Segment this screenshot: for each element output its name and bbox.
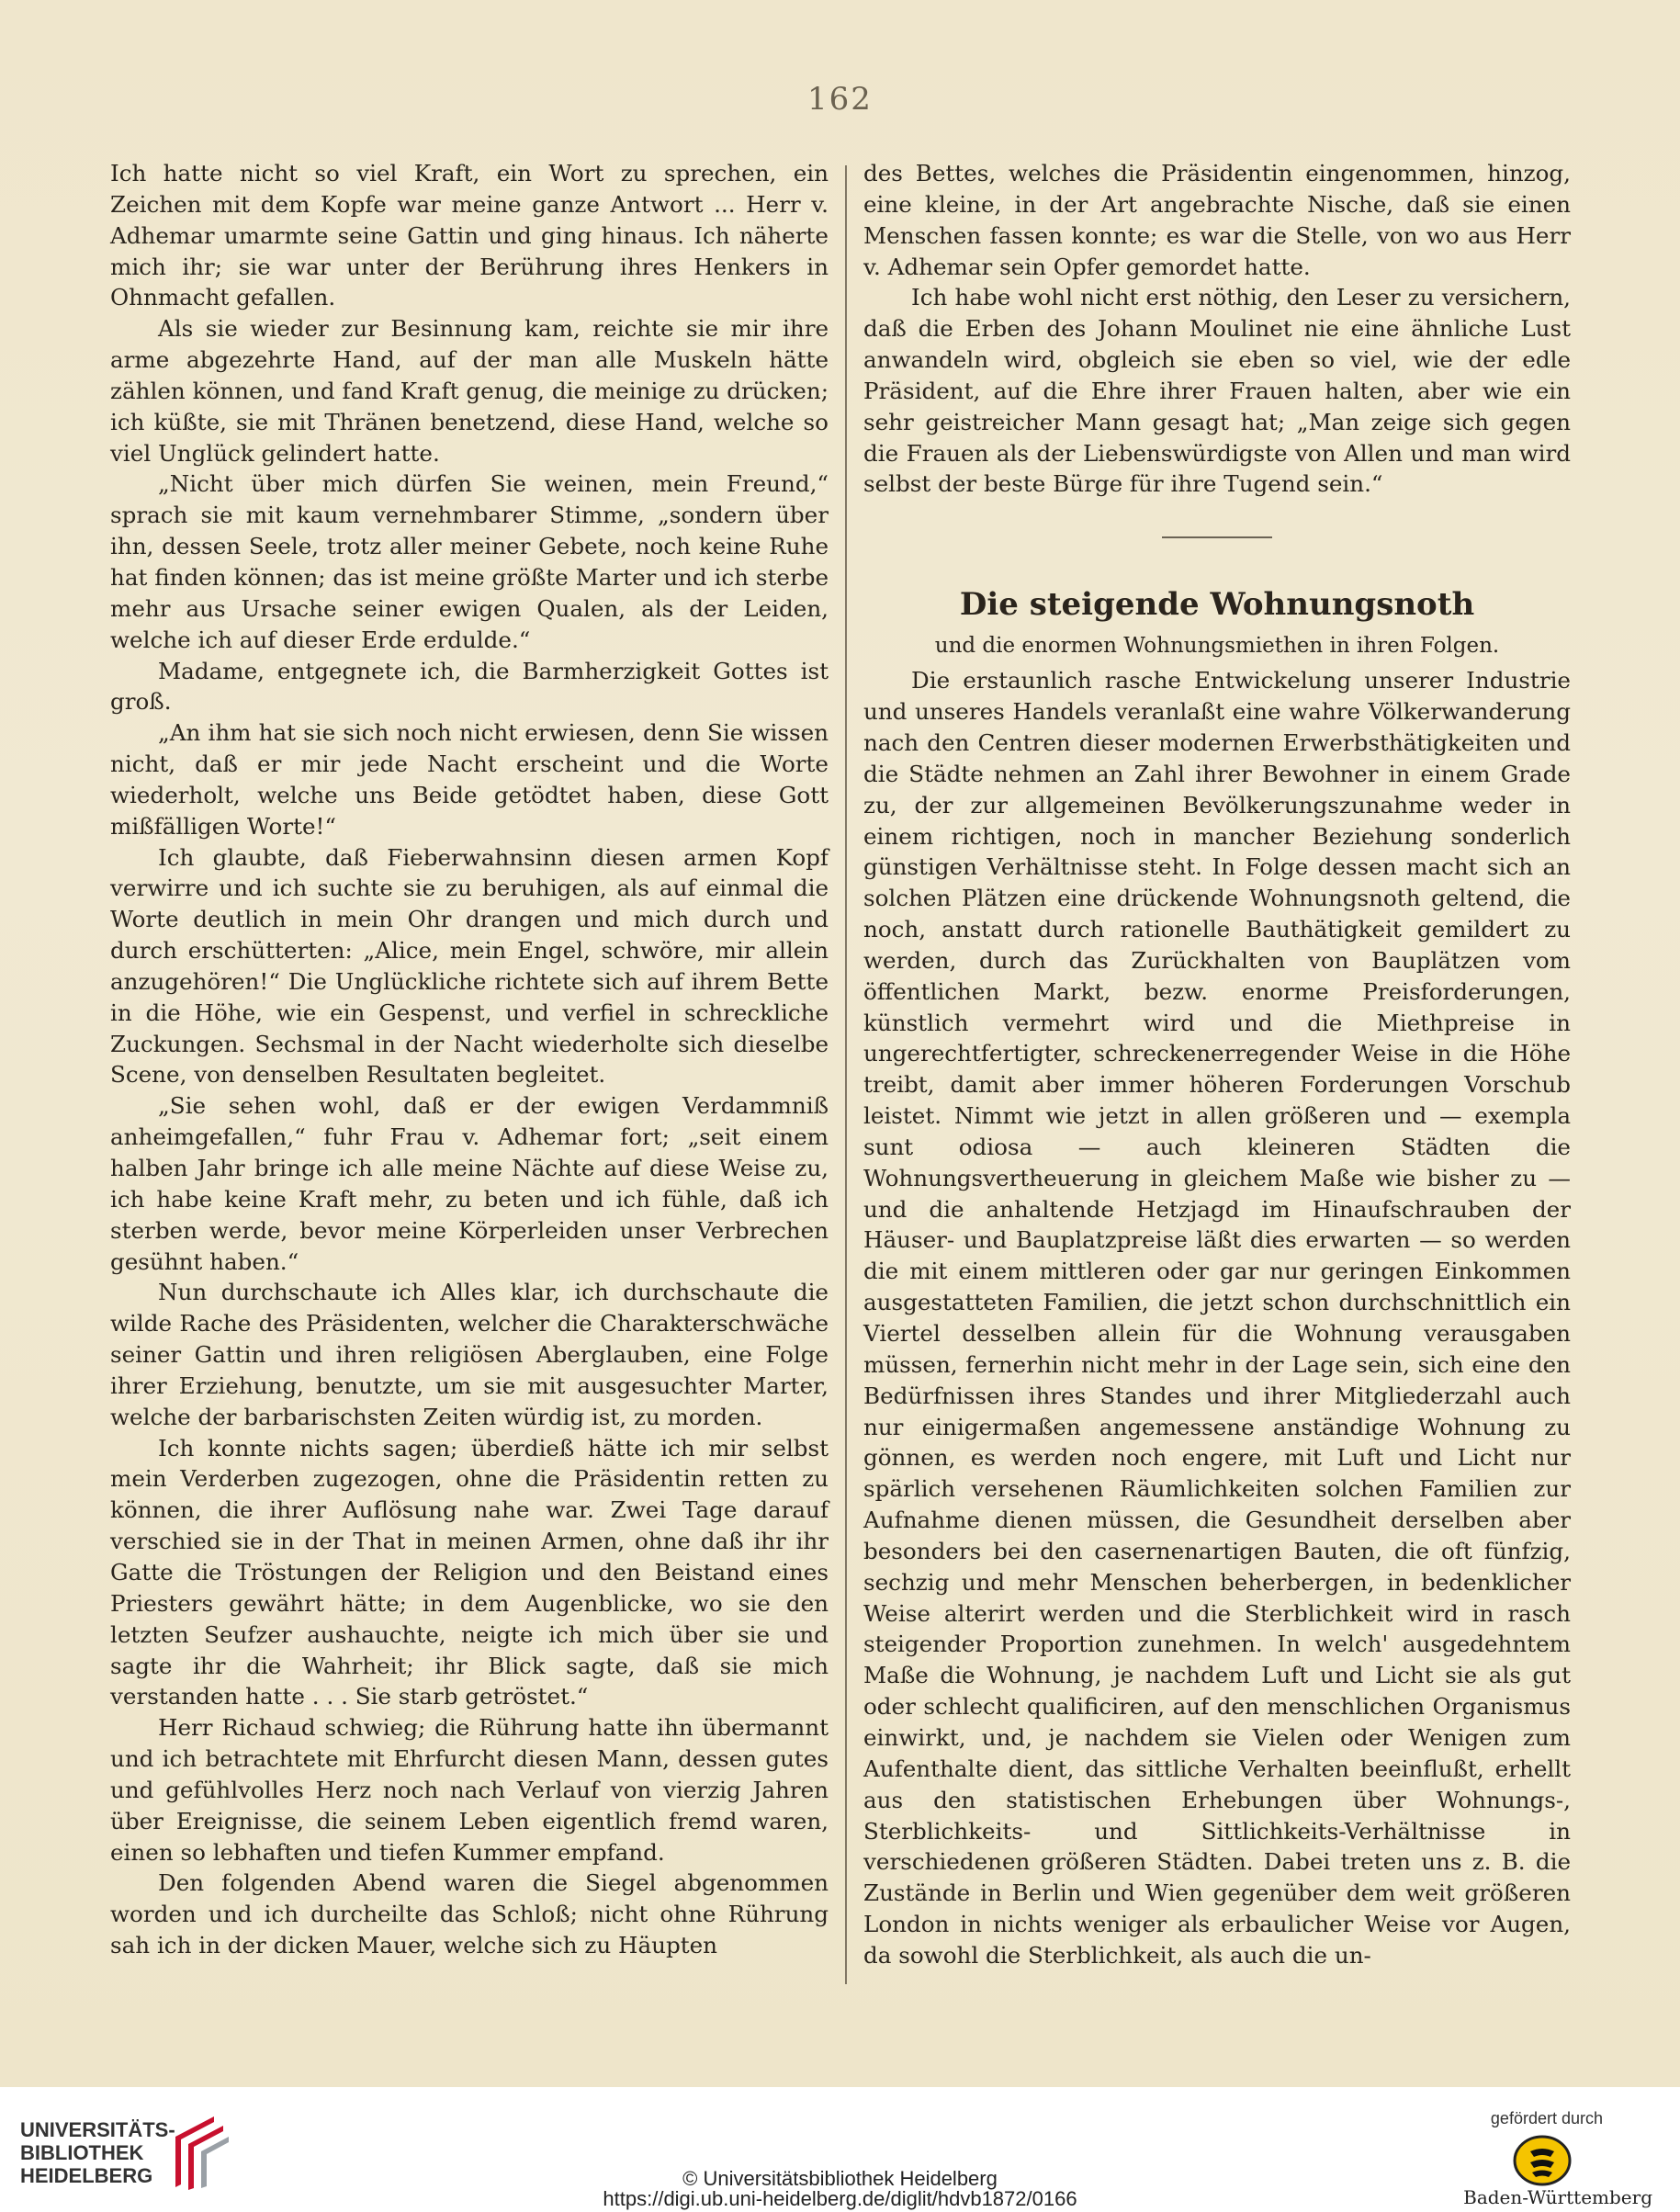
paragraph: Ich konnte nichts sagen; überdieß hätte ich mir selbst mein Verderben zugezogen, ohne die Präsidentin retten zu können, die ihrer Auflösung nahe war. Zwei Tage darauf verschied sie in der That in meinen Armen, ohne daß ihr ihr Gatte die Tröstungen der Religion und den Beistand eines Priesters gewährt hätte; in dem Augenblicke, wo sie den letzten Seufzer aushauchte, neigte ich mich über sie und sagte ihr die Wahrheit; ihr Blick sagte, daß sie mich verstanden hatte . . . Sie starb getröstet.“: [110, 1434, 829, 1710]
paragraph: „Nicht über mich dürfen Sie weinen, mein Freund,“ sprach sie mit kaum vernehmbarer Stimme, „sondern über ihn, dessen Seele, trotz aller meiner Gebete, noch keine Ruhe hat finden können; das ist meine größte Marter und ich sterbe mehr aus Ursache seiner ewigen Qualen, als der Leiden, welche ich auf dieser Erde erdulde.“: [110, 470, 829, 653]
right-column: [863, 158, 1571, 1971]
column-divider: [845, 165, 847, 1984]
library-name-line: HEIDELBERG: [20, 2164, 153, 2187]
paragraph: Ich glaubte, daß Fieberwahnsinn diesen armen Kopf verwirre und ich suchte sie zu beruhigen, als auf einmal die Worte deutlich in mein Ohr drangen und mich durch und durch erschütterten: „Alice, mein Engel, schwöre, mir allein anzugehören!“ Die Unglückliche richtete sich auf ihrem Bette in die Höhe, wie ein Gespenst, und verfiel in schreckliche Zuckungen. Sechsmal in der Nacht wiederholte sich dieselbe Scene, von denselben Resultaten begleitet.: [110, 843, 829, 1089]
funder-name: Baden-Württemberg: [1463, 2186, 1652, 2208]
paragraph: Ich habe wohl nicht erst nöthig, den Leser zu versichern, daß die Erben des Johann Moulinet nie eine ähnliche Lust anwandeln wird, obgleich sie eben so viel, wie der edle Präsident, auf die Ehre ihrer Frauen halten, aber wie ein sehr geistreicher Mann gesagt hat; „Man zeige sich gegen die Frauen als der Liebenswürdigste von Allen und man wird selbst der beste Bürge für ihre Tugend sein.“: [863, 284, 1571, 498]
article-title: Die steigende Wohnungsnoth: [959, 586, 1475, 624]
footer: [0, 2087, 1680, 2212]
paragraph: Ich hatte nicht so viel Kraft, ein Wort zu sprechen, ein Zeichen mit dem Kopfe war meine ganze Antwort ... Herr v. Adhemar umarmte seine Gattin und ging hinaus. Ich näherte mich ihr; sie war unter der Berührung ihres Henkers in Ohnmacht gefallen.: [110, 160, 829, 311]
paragraph: Nun durchschaute ich Alles klar, ich durchschaute die wilde Rache des Präsidenten, welcher die Charakterschwäche seiner Gattin und ihren religiösen Aberglauben, eine Folge ihrer Erziehung, benutzte, um sie mit ausgesuchter Marter, welche der barbarischsten Zeiten würdig ist, zu morden.: [110, 1279, 829, 1430]
library-name-line: UNIVERSITÄTS-: [20, 2118, 175, 2141]
page-number: 162: [807, 81, 873, 118]
article-subtitle: und die enormen Wohnungsmiethen in ihren Folgen.: [934, 634, 1500, 659]
permalink-url[interactable]: https://digi.ub.uni-heidelberg.de/diglit/hdvb1872/0166: [603, 2187, 1077, 2210]
copyright-notice: © Universitätsbibliothek Heidelberg: [682, 2167, 998, 2190]
library-name-line: BIBLIOTHEK: [20, 2141, 144, 2164]
article-divider: [1162, 536, 1272, 538]
paragraph: Herr Richaud schwieg; die Rührung hatte ihn übermannt und ich betrachtete mit Ehrfurcht diesen Mann, dessen gutes und gefühlvolles Herz noch nach Verlauf von vierzig Jahren über Ereignisse, die seinem Leben eigentlich fremd waren, einen so lebhaften und tiefen Kummer empfand.: [110, 1714, 829, 1866]
funded-by-label: gefördert durch: [1490, 2109, 1603, 2127]
paragraph: des Bettes, welches die Präsidentin eingenommen, hinzog, eine kleine, in der Art angebrachte Nische, daß sie einen Menschen fassen konnte; es war die Stelle, von wo aus Herr v. Adhemar sein Opfer gemordet hatte.: [863, 160, 1571, 280]
paragraph: „An ihm hat sie sich noch nicht erwiesen, denn Sie wissen nicht, daß er mir jede Nacht erscheint und die Worte wiederholt, welche uns Beide getödtet haben, diese Gott mißfälligen Worte!“: [110, 719, 829, 840]
paragraph: Madame, entgegnete ich, die Barmherzigkeit Gottes ist groß.: [110, 657, 829, 716]
baden-wuerttemberg-emblem-icon[interactable]: [1510, 2133, 1574, 2188]
paragraph: Als sie wieder zur Besinnung kam, reichte sie mir ihre arme abgezehrte Hand, auf der man alle Muskeln hätte zählen können, und fand Kraft genug, die meinige zu drücken; ich küßte, sie mit Thränen benetzend, diese Hand, welche so viel Unglück gelindert hatte.: [110, 315, 829, 467]
left-column: [110, 158, 829, 1961]
paragraph: Den folgenden Abend waren die Siegel abgenommen worden und ich durcheilte das Schloß; nicht ohne Rührung sah ich in der dicken Mauer, welche sich zu Häupten: [110, 1869, 829, 1959]
paragraph: „Sie sehen wohl, daß er der ewigen Verdammniß anheimgefallen,“ fuhr Frau v. Adhemar fort; „seit einem halben Jahr bringe ich alle meine Nächte auf diese Weise zu, ich habe keine Kraft mehr, zu beten und ich fühle, daß ich sterben werde, bevor meine Körperleiden unser Verbrechen gesühnt haben.“: [110, 1092, 829, 1275]
article-body: Die erstaunlich rasche Entwickelung unserer Industrie und unseres Handels veranlaßt eine wahre Völkerwanderung nach den Centren dieser modernen Erwerbsthätigkeiten und die Städte nehmen an Zahl ihrer Bewohner in einem Grade zu, der zur allgemeinen Bevölkerungszunahme weder in einem richtigen, noch in mancher Beziehung sonderlich günstigen Verhältnisse steht. In Folge dessen macht sich an solchen Plätzen eine drückende Wohnungsnoth geltend, die noch, anstatt durch rationelle Bauthätigkeit gemildert zu werden, durch das Zurückhalten von Bauplätzen vom öffentlichen Markt, bezw. enorme Preisforderungen, künstlich vermehrt wird und die Miethpreise in ungerechtfertigter, schreckenerregender Weise in die Höhe treibt, damit aber immer höheren Forderungen Vorschub leistet. Nimmt wie jetzt in allen größeren und — exempla sunt odiosa — auch kleineren Städten die Wohnungsvertheuerung in gleichem Maße wie bisher zu — und die anhaltende Hetzjagd im Hinaufschrauben der Häuser- und Bauplatzpreise läßt dies erwarten — so werden die mit einem mittleren oder gar nur geringen Einkommen ausgestatteten Familien, die jetzt schon durchschnittlich ein Viertel desselben allein für die Wohnung verausgaben müssen, fernerhin nicht mehr in der Lage sein, sich eine den Bedürfnissen ihres Standes und ihrer Mitgliederzahl auch nur einigermaßen angemessene anständige Wohnung zu gönnen, es werden noch engere, mit Luft und Licht nur spärlich versehenen Räumlichkeiten solchen Familien zur Aufnahme dienen müssen, die Gesundheit derselben aber besonders bei den casernenartigen Bauten, die oft fünfzig, sechzig und mehr Menschen beherbergen, in bedenklicher Weise alterirt werden und die Sterblichkeit wird in rasch steigender Proportion zunehmen. In welch' ausgedehntem Maße die Wohnung, je nachdem Luft und Licht sie als gut oder schlecht qualificiren, auf den menschlichen Organismus einwirkt, und, je nachdem sie Vielen oder Wenigen zum Aufenthalte dient, das sittliche Verhalten beeinflußt, erhellt aus den statistischen Erhebungen über Wohnungs-, Sterblichkeits- und Sittlichkeits-Verhältnisse in verschiedenen größeren Städten. Dabei treten uns z. B. die Zustände in Berlin und Wien gegenüber dem weit größeren London in nichts weniger als erbaulicher Weise vor Augen, da sowohl die Sterblichkeit, als auch die un-: [863, 667, 1571, 1969]
